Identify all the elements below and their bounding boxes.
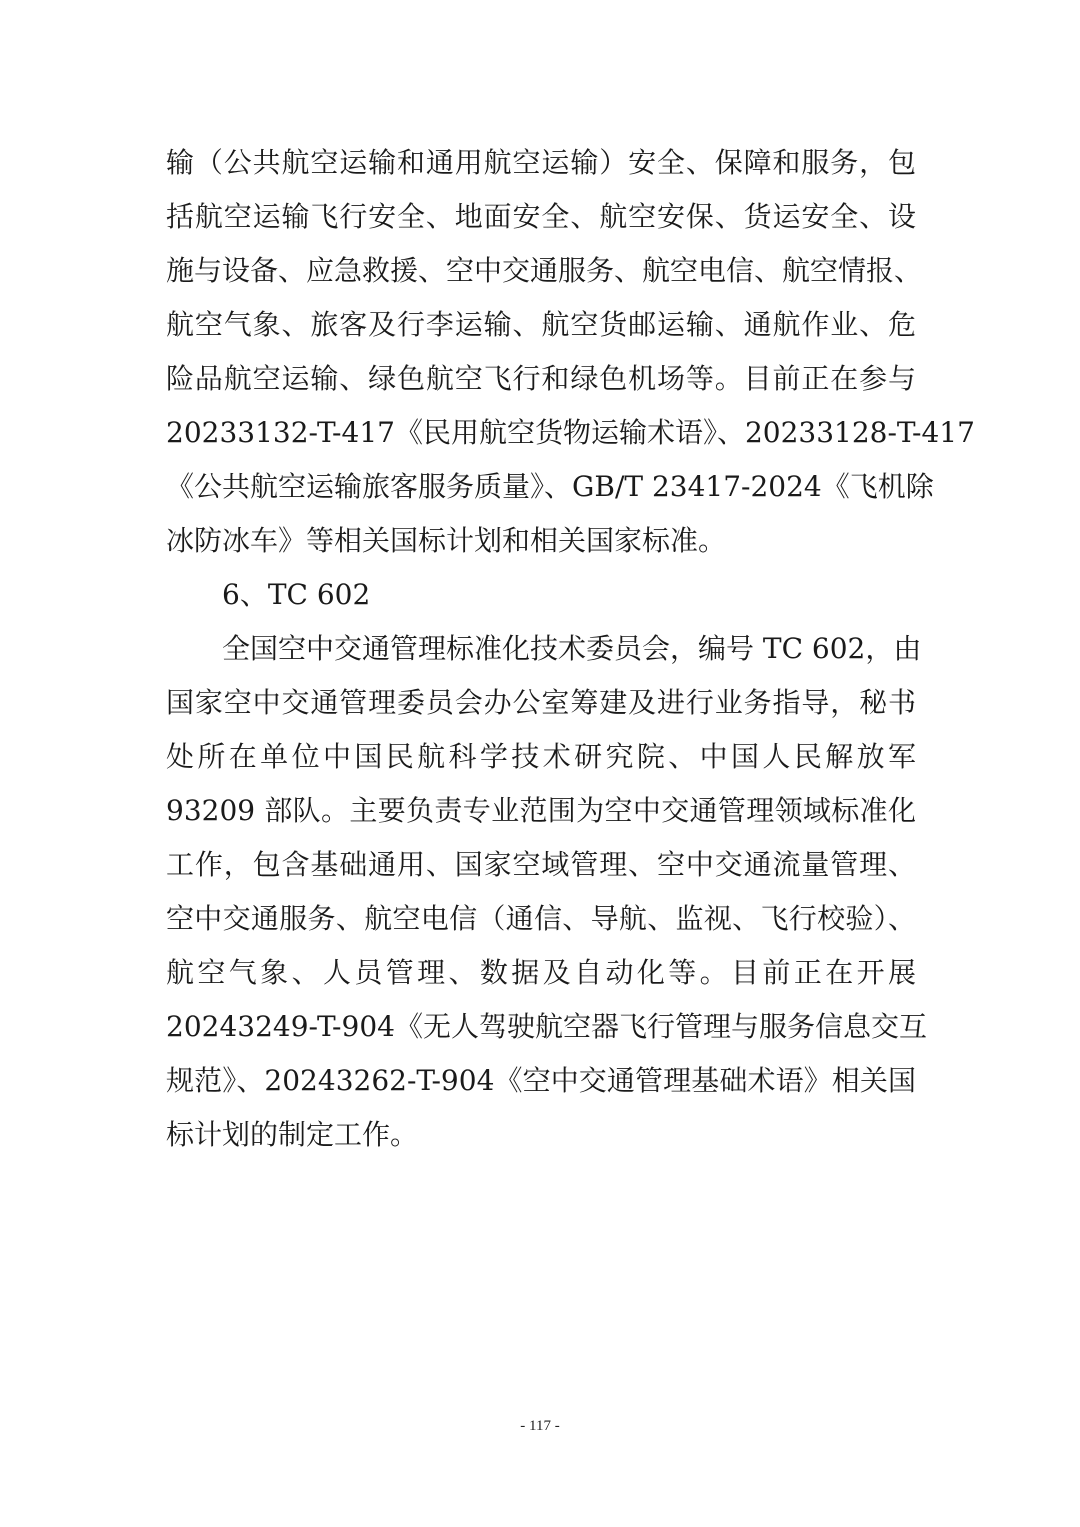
paragraph-line: 括航空运输飞行安全、地面安全、航空安保、货运安全、设 (166, 200, 916, 233)
paragraph-aviation-transport-scope (166, 136, 975, 568)
paragraph-line: 施与设备、应急救援、空中交通服务、航空电信、航空情报、 (166, 254, 923, 287)
paragraph-line: 国家空中交通管理委员会办公室筹建及进行业务指导，秘书 (166, 686, 916, 719)
paragraph-line: 输（公共航空运输和通用航空运输）安全、保障和服务，包 (166, 146, 916, 179)
paragraph-line: 冰防冰车》等相关国标计划和相关国家标准。 (166, 524, 727, 557)
paragraph-line: 处所在单位中国民航科学技术研究院、中国人民解放军 (166, 740, 916, 773)
paragraph-line: 20233132-T-417《民用航空货物运输术语》、20233128-T-417 (166, 416, 975, 449)
paragraph-line: 航空气象、旅客及行李运输、航空货邮运输、通航作业、危 (166, 308, 916, 341)
paragraph-line: 标计划的制定工作。 (166, 1118, 419, 1151)
paragraph-tc602-description (166, 622, 927, 1162)
paragraph-line: 规范》、20243262-T-904《空中交通管理基础术语》相关国 (166, 1064, 916, 1097)
paragraph-line: 空中交通服务、航空电信（通信、导航、监视、飞行校验）、 (166, 902, 916, 935)
section-heading: 6、TC 602 (222, 578, 371, 611)
paragraph-line: 险品航空运输、绿色航空飞行和绿色机场等。目前正在参与 (166, 362, 916, 395)
page-number: - 117 - (520, 1418, 560, 1434)
paragraph-line: 93209 部队。主要负责专业范围为空中交通管理领域标准化 (166, 794, 916, 827)
section-heading-block (166, 568, 916, 622)
paragraph-line: 全国空中交通管理标准化技术委员会，编号 TC 602，由 (222, 632, 922, 665)
paragraph-line: 工作，包含基础通用、国家空域管理、空中交通流量管理、 (166, 848, 916, 881)
paragraph-line: 20243249-T-904《无人驾驶航空器飞行管理与服务信息交互 (166, 1010, 927, 1043)
paragraph-line: 《公共航空运输旅客服务质量》、GB/T 23417-2024《飞机除 (166, 470, 934, 503)
paragraph-line: 航空气象、人员管理、数据及自动化等。目前正在开展 (166, 956, 916, 989)
